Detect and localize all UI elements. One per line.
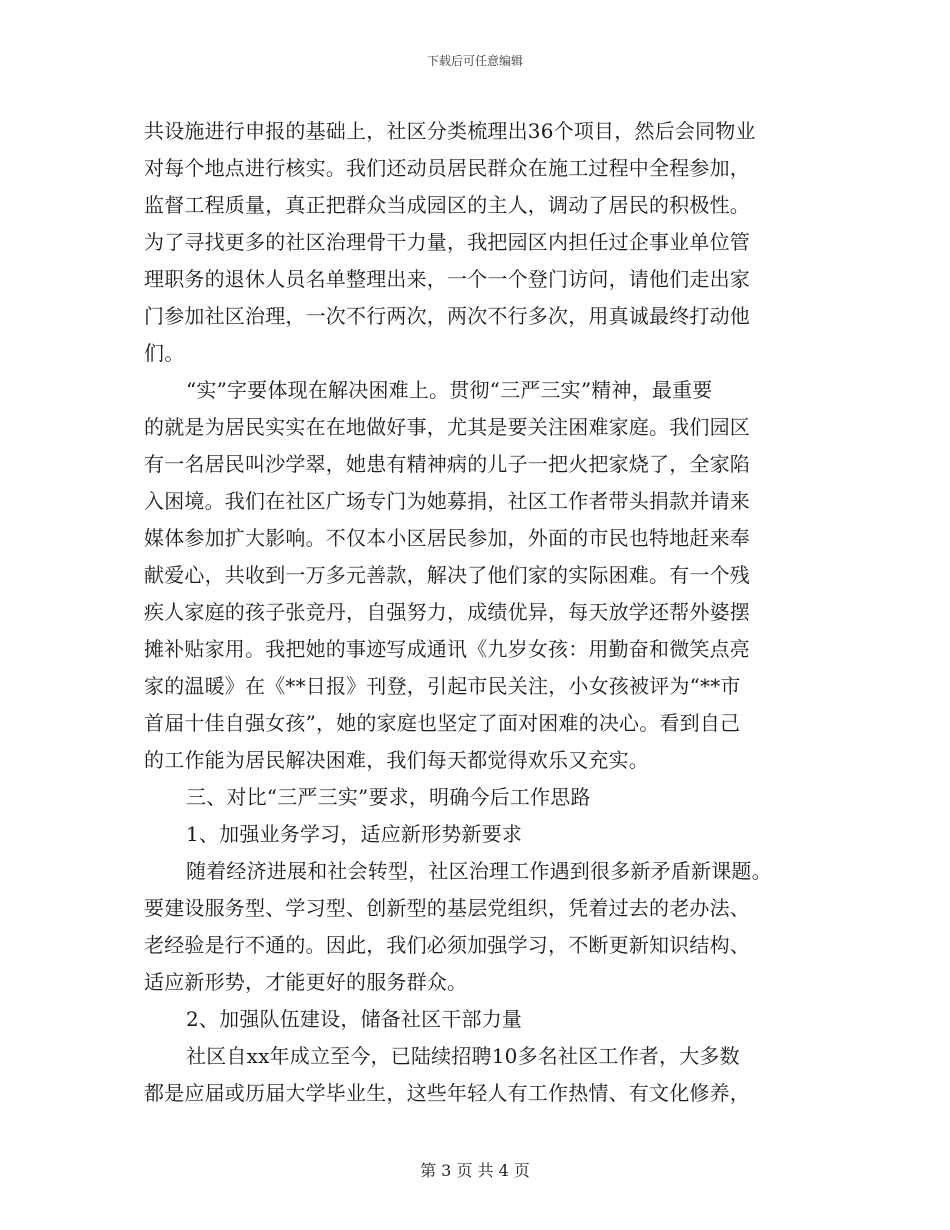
text-line: 媒体参加扩大影响。不仅本小区居民参加，外面的市民也特地赶来奉 <box>144 526 750 550</box>
text-line: 的就是为居民实实在在地做好事，尤其是要关注困难家庭。我们园区 <box>144 415 750 439</box>
text-line: 入困境。我们在社区广场专门为她募捐，社区工作者带头捐款并请来 <box>144 489 750 513</box>
text-line: 有一名居民叫沙学翠，她患有精神病的儿子一把火把家烧了，全家陷 <box>144 452 750 476</box>
text-line: 都是应届或历届大学毕业生，这些年轻人有工作热情、有文化修养， <box>144 1081 750 1105</box>
text-line: “实”字要体现在解决困难上。贯彻“三严三实”精神，最重要 <box>186 378 713 402</box>
text-line: 适应新形势，才能更好的服务群众。 <box>144 970 468 994</box>
text-line: 共设施进行申报的基础上，社区分类梳理出36个项目，然后会同物业 <box>144 119 756 143</box>
text-line: 对每个地点进行核实。我们还动员居民群众在施工过程中全程参加， <box>144 156 750 180</box>
document-body <box>144 113 844 1112</box>
text-line: 摊补贴家用。我把她的事迹写成通讯《九岁女孩：用勤奋和微笑点亮 <box>144 637 750 661</box>
text-line: 家的温暖》在《**日报》刊登，引起市民关注，小女孩被评为“**市 <box>144 674 741 698</box>
text-line: 理职务的退休人员名单整理出来，一个一个登门访问，请他们走出家 <box>144 267 750 291</box>
text-line: 要建设服务型、学习型、创新型的基层党组织，凭着过去的老办法、 <box>144 896 750 920</box>
page-header: 下载后可任意编辑 <box>426 54 523 68</box>
text-line: 老经验是行不通的。因此，我们必须加强学习，不断更新知识结构、 <box>144 933 750 957</box>
text-line: 献爱心，共收到一万多元善款，解决了他们家的实际困难。有一个残 <box>144 563 750 587</box>
text-line: 们。 <box>144 341 185 365</box>
text-line: 疾人家庭的孩子张竞丹，自强努力，成绩优异，每天放学还帮外婆摆 <box>144 600 750 624</box>
text-line: 2、加强队伍建设，储备社区干部力量 <box>186 1007 523 1031</box>
text-line: 随着经济进展和社会转型，社区治理工作遇到很多新矛盾新课题。 <box>186 859 772 883</box>
text-line: 的工作能为居民解决困难，我们每天都觉得欢乐又充实。 <box>144 748 649 772</box>
text-line: 首届十佳自强女孩”，她的家庭也坚定了面对困难的决心。看到自己 <box>144 711 741 735</box>
text-line: 监督工程质量，真正把群众当成园区的主人，调动了居民的积极性。 <box>144 193 750 217</box>
text-line: 为了寻找更多的社区治理骨干力量，我把园区内担任过企事业单位管 <box>144 230 750 254</box>
text-line: 门参加社区治理，一次不行两次，两次不行多次，用真诚最终打动他 <box>144 304 750 328</box>
text-line: 社区自xx年成立至今，已陆续招聘10多名社区工作者，大多数 <box>186 1044 740 1068</box>
text-line: 1、加强业务学习，适应新形势新要求 <box>186 822 523 846</box>
text-line: 三、对比“三严三实”要求，明确今后工作思路 <box>186 785 591 809</box>
page-footer: 第 3 页 共 4 页 <box>420 1161 530 1180</box>
